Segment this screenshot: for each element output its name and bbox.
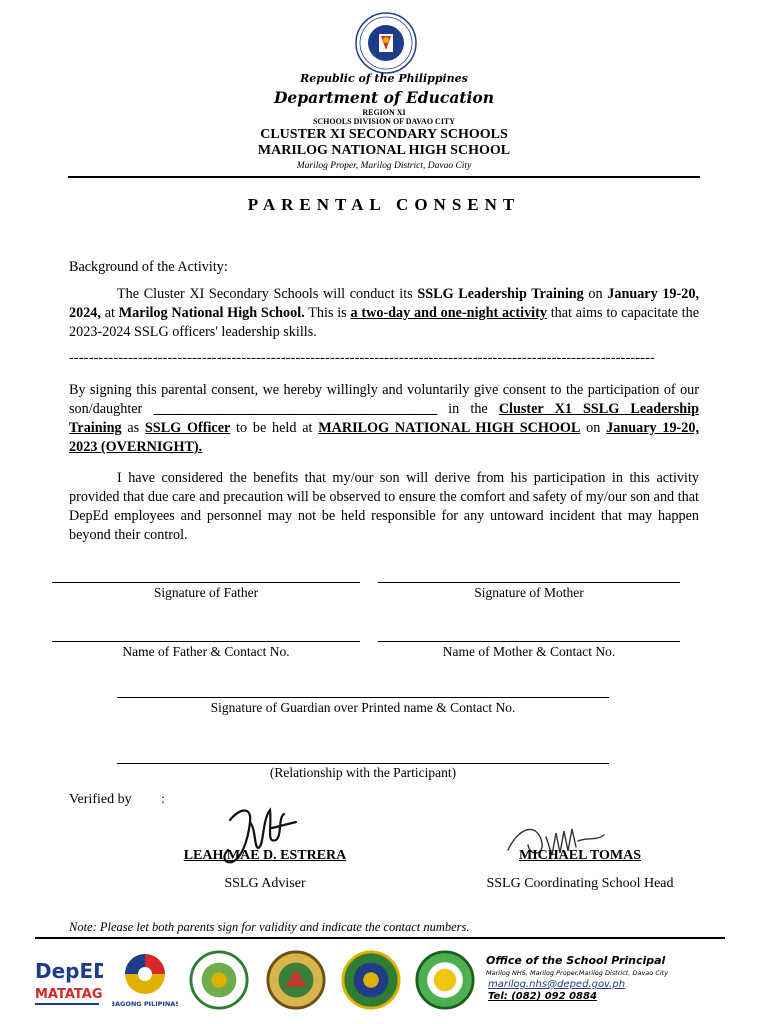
guardian-label: Signature of Guardian over Printed name & Contact No.: [210, 700, 516, 715]
mother-signature-line: [378, 582, 680, 583]
school-name: MARILOG NATIONAL HIGH SCHOOL: [257, 143, 511, 158]
division-text: SCHOOLS DIVISION OF DAVAO CITY: [312, 117, 456, 126]
consent-paragraph: By signing this parental consent, we hereby willingly and voluntarily give consent to the participation of our son/daughter ________________________________________ in the Cluster X1 SSLG Leadership Training as SSLG Officer to be held at MARILOG NATIONAL HIGH SCHOOL on January 19-20, 2023 (OVERNIGHT).: [69, 382, 700, 455]
father-signature-line: [52, 582, 360, 583]
dash-divider: -----------------------------------------------------------------------------------------------------------------------: [69, 350, 656, 366]
head-name: MICHAEL TOMAS: [518, 848, 641, 863]
activity-paragraph: The Cluster XI Secondary Schools will conduct its SSLG Leadership Training on January 19-20, 2024, at Marilog National High School. This is a two-day and one-night activity that aims to capacitate the 2023-2024 SSLG officers' leadership skills.: [69, 286, 699, 340]
verified-colon: :: [161, 792, 165, 807]
office-title: Office of the School Principal: [486, 954, 666, 967]
office-address: Marilog NHS, Marilog Proper,Marilog District, Davao City: [486, 969, 669, 977]
note-text: Note: Please let both parents sign for validity and indicate the contact numbers.: [69, 920, 470, 934]
father-name-line: [52, 641, 360, 642]
relationship-line: [117, 763, 609, 764]
deped-region-seal-icon: [188, 950, 250, 1010]
department-text: Department of Education: [273, 88, 495, 107]
bagong-pilipinas-logo: [112, 950, 178, 1010]
guardian-line: [117, 697, 609, 698]
deped-matatag-logo: [33, 956, 103, 1011]
deped-seal-icon: [355, 12, 417, 74]
mother-name-label: Name of Mother & Contact No.: [442, 644, 616, 659]
svg-text:DepED: DepED: [35, 959, 103, 983]
benefits-paragraph: I have considered the benefits that my/our son will derive from his participation in this activity provided that due care and precaution will be observed to ensure the comfort and safety of my/our son and that DepEd employees and personnel may not be held responsible for any untoward incident that may happen beyond their control.: [69, 470, 699, 543]
document-title: PARENTAL CONSENT: [247, 195, 521, 214]
adviser-title: SSLG Adviser: [224, 876, 306, 891]
verified-by-label: Verified by: [69, 792, 132, 807]
marilog-nhs-seal-icon: [413, 950, 477, 1010]
background-label: Background of the Activity:: [69, 259, 228, 275]
mother-name-line: [378, 641, 680, 642]
republic-text: Republic of the Philippines: [300, 72, 468, 85]
cluster-xi-seal-icon: [340, 950, 402, 1010]
cluster-text: CLUSTER XI SECONDARY SCHOOLS: [260, 127, 508, 142]
division-davao-seal-icon: [265, 950, 327, 1010]
adviser-name: LEAH MAE D. ESTRERA: [183, 848, 347, 863]
head-title: SSLG Coordinating School Head: [486, 876, 674, 891]
father-signature-label: Signature of Father: [153, 585, 259, 600]
region-text: REGION XI: [362, 108, 406, 117]
header-divider: [68, 176, 700, 178]
mother-signature-label: Signature of Mother: [474, 585, 584, 600]
deped-logo-icon: [33, 956, 103, 1011]
relationship-label: (Relationship with the Participant): [269, 765, 457, 780]
office-email-link[interactable]: marilog.nhs@deped.gov.ph: [488, 979, 626, 990]
footer-divider: [35, 937, 725, 939]
father-name-label: Name of Father & Contact No.: [122, 644, 290, 659]
svg-text:MATATAG: MATATAG: [35, 987, 103, 1002]
bagong-pilipinas-icon: [112, 950, 178, 1010]
office-tel: Tel: (082) 092 0884: [488, 991, 597, 1002]
svg-text:BAGONG PILIPINAS: BAGONG PILIPINAS: [112, 1000, 178, 1008]
school-address: Marilog Proper, Marilog District, Davao City: [296, 161, 472, 171]
